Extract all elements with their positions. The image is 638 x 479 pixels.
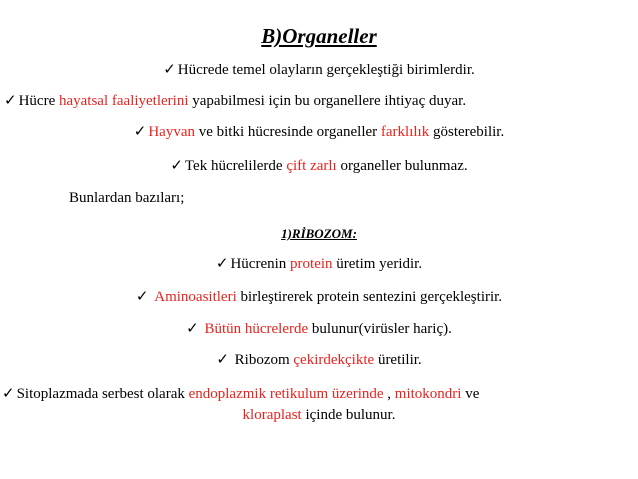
page-title: B)Organeller bbox=[261, 24, 377, 48]
intro-text: Bunlardan bazıları; bbox=[69, 190, 185, 206]
checkmark-icon: ✓ bbox=[186, 321, 199, 337]
checkmark-icon: ✓ bbox=[135, 289, 149, 305]
bullet-line-4: ✓ Tek hücrelilerde çift zarlı organeller bulunmaz. bbox=[170, 158, 468, 174]
checkmark-icon: ✓ bbox=[216, 352, 229, 368]
bullet-line-3: ✓ Hayvan ve bitki hücresinde organeller farklılık gösterebilir. bbox=[133, 124, 505, 140]
bullet-line-6: ✓ Hücrenin protein üretim yeridir. bbox=[215, 256, 423, 272]
checkmark-icon: ✓ bbox=[133, 124, 147, 140]
checkmark-icon: ✓ bbox=[4, 93, 17, 109]
checkmark-icon: ✓ bbox=[2, 386, 15, 402]
bullet-line-7: ✓ Aminoasitleri birleştirerek protein sentezini gerçekleştirir. bbox=[135, 289, 503, 305]
checkmark-icon: ✓ bbox=[215, 256, 229, 272]
checkmark-icon: ✓ bbox=[170, 158, 183, 174]
checkmark-icon: ✓ bbox=[163, 62, 176, 78]
continuation-line: kloraplast içinde bulunur. bbox=[242, 407, 396, 423]
bullet-line-8: ✓ Bütün hücrelerde bulunur(virüsler hariç). bbox=[186, 321, 452, 337]
section-subtitle: 1)RİBOZOM: bbox=[281, 226, 357, 241]
bullet-line-9: ✓ Ribozom çekirdekçikte üretilir. bbox=[216, 352, 422, 368]
bullet-line-10: ✓ Sitoplazmada serbest olarak endoplazmik retikulum üzerinde , mitokondri ve bbox=[2, 386, 480, 402]
bullet-line-1: ✓ Hücrede temel olayların gerçekleştiği birimlerdir. bbox=[163, 62, 475, 78]
bullet-line-2: ✓ Hücre hayatsal faaliyetlerini yapabilmesi için bu organellere ihtiyaç duyar. bbox=[4, 93, 467, 109]
